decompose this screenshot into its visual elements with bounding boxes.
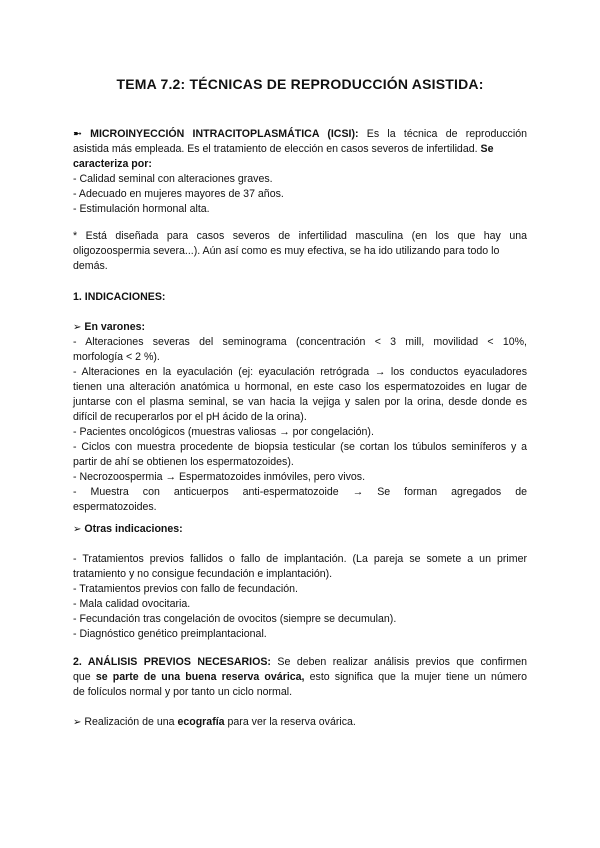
list-item: - Calidad seminal con alteraciones graves. [73, 173, 273, 185]
analisis-line2-bold: se parte de una buena reserva ovárica, [95, 671, 305, 683]
analisis-line2 [73, 670, 527, 685]
otras-list [73, 552, 527, 642]
varones-line: morfología < 2 %). [73, 351, 160, 363]
icsi-heading: MICROINYECCIÓN INTRACITOPLASMÁTICA (ICSI): [90, 128, 359, 140]
otras-line: - Fecundación tras congelación de ovocitos (siempre se decumulan). [73, 613, 397, 625]
note-line: * Está diseñada para casos severos de infertilidad masculina (en los que hay una [73, 230, 527, 242]
arrow-icon: ➢ [73, 524, 82, 535]
otras-line: - Mala calidad ovocitaria. [73, 598, 191, 610]
varones-line: - Pacientes oncológicos (muestras valiosas → por congelación). [73, 426, 374, 438]
list-item: - Adecuado en mujeres mayores de 37 años. [73, 188, 284, 200]
varones-line: partir de ahí se obtienen los espermatozoides). [73, 456, 294, 468]
otras-section [73, 522, 527, 537]
indicaciones-heading: 1. INDICACIONES: [73, 291, 166, 303]
varones-line: juntarse con el plasma seminal, se van hacia la vejiga y salen por la orina, desde donde es [73, 396, 527, 408]
varones-section [73, 320, 527, 515]
ecografia-bold: ecografía [177, 716, 225, 728]
otras-line: - Tratamientos previos fallidos o fallo de implantación. (La pareja se somete a un primer [73, 553, 527, 565]
analisis-heading: 2. ANÁLISIS PREVIOS NECESARIOS: [73, 656, 271, 668]
otras-line: - Diagnóstico genético preimplantacional. [73, 628, 267, 640]
note-line: demás. [73, 260, 108, 272]
ecografia-start: Realización de una [84, 716, 175, 728]
varones-line: difícil de recuperarlos por el pH ácido de la orina). [73, 411, 307, 423]
otras-line: - Tratamientos previos con fallo de fecundación. [73, 583, 298, 595]
arrow-icon: ➢ [73, 717, 82, 728]
icsi-line1-text: Es la técnica de reproducción [366, 128, 527, 140]
varones-line: - Muestra con anticuerpos anti-espermatozoide → Se forman agregados de [73, 486, 527, 498]
analisis-line3: de folículos normal y por tanto un ciclo normal. [73, 686, 293, 698]
icsi-section [73, 127, 527, 217]
varones-line: - Necrozoospermia → Espermatozoides inmóviles, pero vivos. [73, 471, 366, 483]
otras-line: tratamiento y no consigue fecundación e implantación). [73, 568, 333, 580]
otras-heading-line [73, 522, 527, 537]
icsi-heading-line [73, 127, 527, 142]
ecografia-rest: para ver la reserva ovárica. [227, 716, 356, 728]
varones-line: - Alteraciones severas del seminograma (concentración < 3 mill, movilidad < 10%, [73, 336, 527, 348]
analisis-line1-text: Se deben realizar análisis previos que confirmen [277, 656, 528, 668]
varones-line: tienen una alteración anatómica u hormonal, en este caso los espermatozoides en lugar de [73, 381, 527, 393]
ecografia-line [73, 715, 527, 730]
arrow-icon: ➢ [73, 322, 82, 333]
analisis-line2-start: que [73, 671, 91, 683]
icsi-line2 [73, 142, 527, 157]
list-item: - Estimulación hormonal alta. [73, 203, 210, 215]
analisis-section [73, 655, 527, 700]
icsi-line2-text: asistida más empleada. Es el tratamiento de elección en casos severos de infertilidad. [73, 143, 478, 155]
varones-line: - Alteraciones en la eyaculación (ej: eyaculación retrógrada → los conductos eyaculadores [73, 366, 527, 378]
varones-heading: En varones: [84, 321, 146, 333]
otras-heading: Otras indicaciones: [84, 523, 183, 535]
analisis-line1 [73, 655, 527, 670]
icsi-line3: caracteriza por: [73, 158, 152, 170]
page-title: TEMA 7.2: TÉCNICAS DE REPRODUCCIÓN ASISTIDA: [116, 76, 484, 92]
note-section [73, 229, 527, 274]
varones-heading-line [73, 320, 527, 335]
icsi-line2-bold: Se [480, 143, 494, 155]
icsi-bullet: ➼ [73, 128, 82, 140]
varones-line: espermatozoides. [73, 501, 157, 513]
ecografia-line-content [73, 715, 527, 730]
analisis-line2-rest: esto significa que la mujer tiene un número [309, 671, 527, 683]
varones-line: - Ciclos con muestra procedente de biopsia testicular (se cortan los túbulos seminíferos y a [73, 441, 527, 453]
note-line: oligozoospermia severa...). Aún así como es muy efectiva, se ha ido utilizando para todo lo [73, 245, 500, 257]
